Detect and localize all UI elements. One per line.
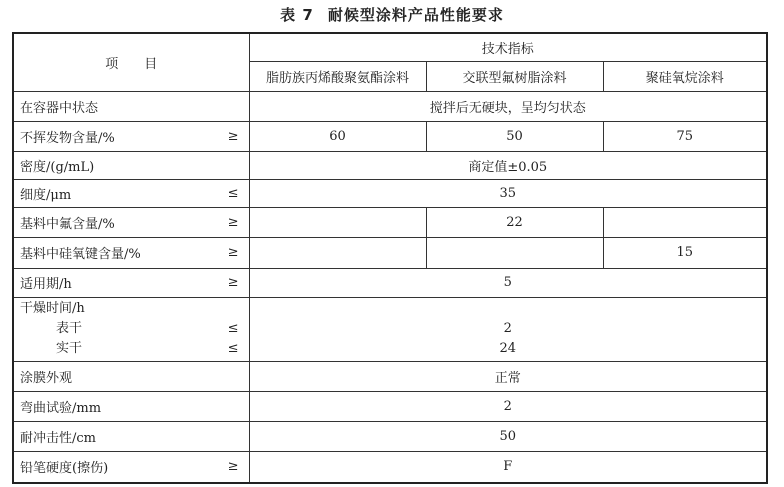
row-value: 24 (499, 341, 517, 356)
row-value: 60 (249, 121, 426, 151)
row-label: 不挥发物含量/% (20, 130, 115, 146)
table-row (13, 268, 767, 297)
comparison-symbol: ≥ (227, 245, 239, 260)
header-column: 脂肪族丙烯酸聚氨酯涂料 (249, 61, 426, 91)
row-label: 基料中氟含量/% (20, 216, 115, 232)
row-value: 15 (603, 237, 767, 268)
table-number: 表 7 (280, 6, 314, 24)
performance-table (12, 32, 768, 484)
table-row (13, 361, 767, 391)
header-row (13, 33, 767, 61)
comparison-symbol: ≥ (227, 128, 239, 144)
row-value-empty (603, 207, 767, 237)
table-row (13, 421, 767, 451)
table-row (13, 391, 767, 421)
row-label: 干燥时间/h (20, 301, 85, 316)
row-value: 商定值±0.05 (249, 151, 767, 179)
row-label: 耐冲击性/cm (20, 430, 96, 446)
table-row-drying (13, 297, 767, 361)
row-value: 2 (249, 391, 767, 421)
table-caption: 耐候型涂料产品性能要求 (327, 6, 504, 24)
row-label: 适用期/h (20, 277, 72, 292)
row-label: 涂膜外观 (20, 370, 73, 386)
table-row (13, 207, 767, 237)
header-column: 交联型氟树脂涂料 (426, 61, 603, 91)
row-value: 5 (249, 268, 767, 297)
comparison-symbol: ≥ (227, 275, 239, 290)
header-item: 项 目 (13, 33, 249, 91)
row-value-empty (249, 237, 426, 268)
header-group: 技术指标 (249, 33, 767, 61)
row-value: 75 (603, 121, 767, 151)
comparison-symbol: ≤ (227, 321, 239, 336)
comparison-symbol: ≤ (227, 185, 239, 201)
table-row (13, 237, 767, 268)
sub-label: 实干 (56, 341, 83, 356)
row-value: 50 (426, 121, 603, 151)
comparison-symbol: ≤ (227, 341, 239, 356)
table-row (13, 121, 767, 151)
comparison-symbol: ≥ (227, 214, 239, 230)
row-label: 基料中硅氧键含量/% (20, 247, 141, 262)
row-value: 50 (249, 421, 767, 451)
comparison-symbol: ≥ (227, 459, 239, 475)
row-label: 铅笔硬度(擦伤) (20, 461, 109, 477)
row-value: 搅拌后无硬块，呈均匀状态 (249, 91, 767, 121)
table-row (13, 151, 767, 179)
table-row (13, 91, 767, 121)
row-label: 弯曲试验/mm (20, 400, 102, 416)
row-value-empty (426, 237, 603, 268)
table-row (13, 179, 767, 207)
table-row (13, 451, 767, 483)
table-title (0, 4, 784, 25)
row-value: 22 (426, 207, 603, 237)
row-label: 密度/(g/mL) (20, 159, 95, 175)
row-value: F (249, 451, 767, 483)
row-value-empty (249, 207, 426, 237)
sub-label: 表干 (56, 321, 83, 336)
row-value: 35 (249, 179, 767, 207)
row-value: 正常 (249, 361, 767, 391)
row-label: 在容器中状态 (20, 100, 99, 116)
header-column: 聚硅氧烷涂料 (603, 61, 767, 91)
row-label: 细度/μm (20, 187, 72, 203)
row-value: 2 (503, 321, 512, 336)
